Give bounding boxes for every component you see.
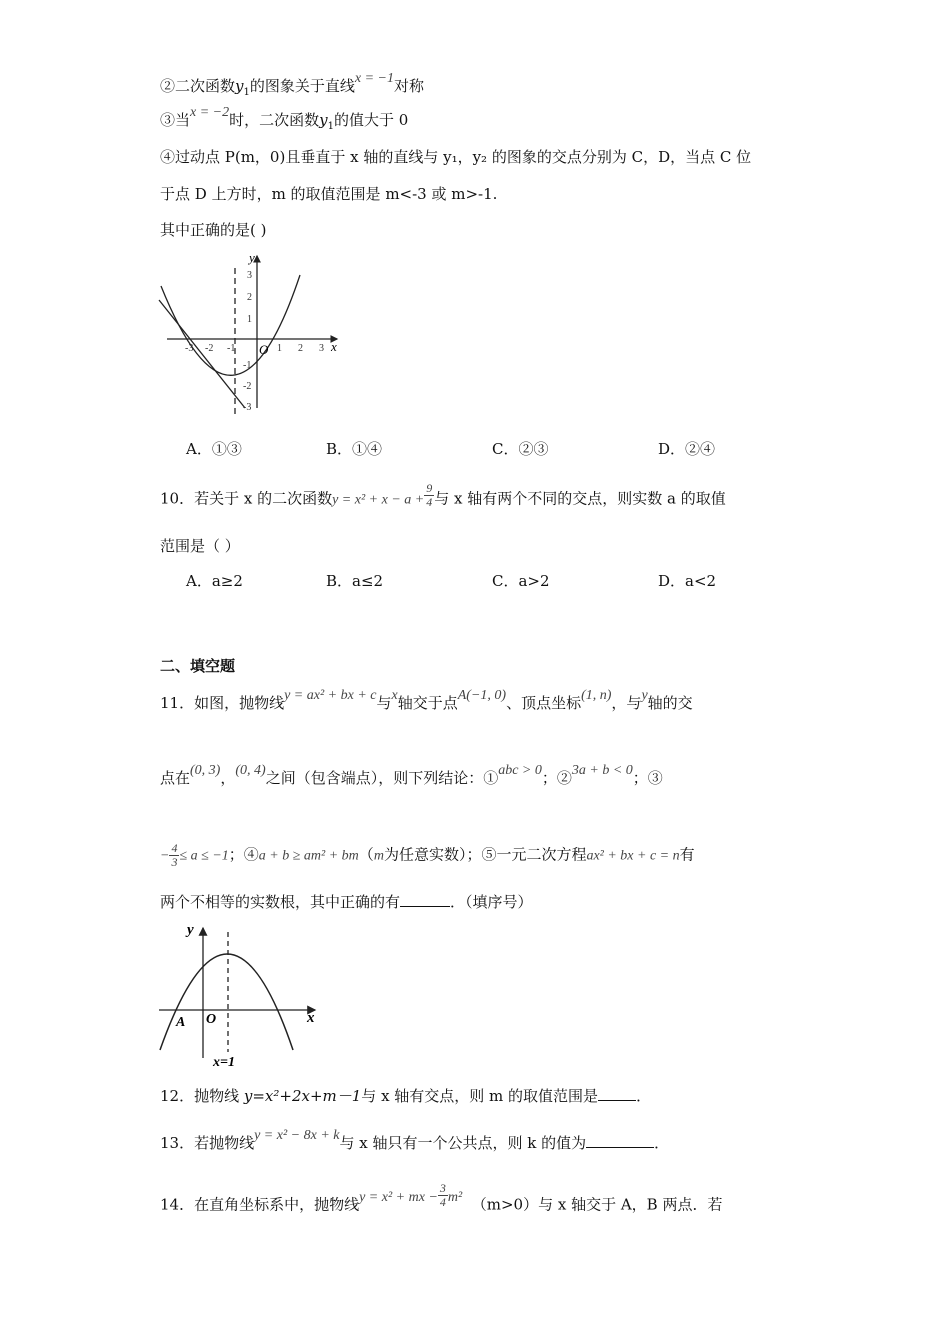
q9-y-tick: -1: [243, 360, 252, 371]
q10-fraction: $\frac{9}{4}$: [426, 481, 433, 509]
q10-stem-line2: 范围是（ ）: [160, 537, 240, 555]
q11-fraction: $\frac{4}{3}$: [171, 841, 178, 869]
q9-parabola-y1: [161, 275, 300, 375]
q9-y-tick: 2: [247, 292, 252, 303]
q10-option-b[interactable]: B．a≤2: [326, 572, 384, 590]
q14-fraction: $\frac{3}{4}$: [439, 1181, 446, 1209]
q9-y-label: y: [249, 250, 255, 265]
q13-answer-blank[interactable]: [586, 1147, 654, 1148]
section-heading: 二、填空题: [160, 657, 236, 675]
q11-y-label: y: [187, 922, 194, 938]
q9-x-tick: -3: [185, 343, 194, 354]
q13-stem: 13．若抛物线y = x² − 8x + k与 x 轴只有一个公共点，则 k 的值为 ．: [160, 1128, 670, 1152]
q9-option-d[interactable]: D．②④: [658, 440, 716, 458]
q11-line-2: 点在(0, 3)，(0, 4)之间（包含端点），则下列结论：①abc > 0；②3a + b < 0；③: [160, 763, 663, 787]
q10-option-a[interactable]: A．a≥2: [186, 572, 243, 590]
q11-line-4: 两个不相等的实数根，其中正确的有 ．（填序号）: [160, 893, 533, 911]
q11-a-label: A: [176, 1015, 186, 1030]
q11-parabola: [160, 954, 293, 1050]
q9-option-b[interactable]: B．①④: [326, 440, 383, 458]
q9-x-tick: 3: [319, 343, 324, 354]
q9-option-a[interactable]: A．①③: [186, 440, 242, 458]
q9-graph: [155, 250, 355, 420]
q11-origin-label: O: [206, 1012, 217, 1027]
q11-line-3: − $\frac{4}{3}$ ≤ a ≤ −1；④a + b ≥ am² + bm（m为任意实数）；⑤一元二次方程ax² + bx + c = n有: [160, 841, 695, 869]
q9-statement-4a: ④过动点 P(m，0)且垂直于 x 轴的直线与 y₁，y₂ 的图象的交点分别为 C，D，当点 C 位: [160, 148, 752, 166]
q10-stem: 10．若关于 x 的二次函数y = x² + x − a + $\frac{9}{4}$ 与 x 轴有两个不同的交点，则实数 a 的取值: [160, 481, 726, 509]
q9-statement-2: ②二次函数$y_1$的图象关于直线x = −1对称: [160, 71, 425, 98]
q14-stem: 14．在直角坐标系中，抛物线y = x² + mx − $\frac{3}{4}$ m² （m>0）与 x 轴交于 A，B 两点．若: [160, 1181, 723, 1214]
q9-question: 其中正确的是( ): [160, 221, 267, 239]
q12-stem: 12．抛物线 y=x²+2x+m－1与 x 轴有交点，则 m 的取值范围是 ．: [160, 1087, 652, 1105]
q9-y-tick: 1: [247, 314, 252, 325]
q9-statement-3: ③当x = −2时，二次函数$y_1$的值大于 0: [160, 105, 409, 132]
q9-line-y2: [159, 300, 245, 408]
q9-x-tick: 1: [277, 343, 282, 354]
q9-origin-label: O: [259, 342, 269, 357]
q11-answer-blank[interactable]: [400, 906, 450, 907]
q10-option-c[interactable]: C．a>2: [492, 572, 550, 590]
q10-option-d[interactable]: D．a<2: [658, 572, 717, 590]
q11-graph: [155, 918, 325, 1068]
q11-line-1: 11．如图，抛物线y = ax² + bx + c与x轴交于点A(−1, 0)、顶点坐标(1, n)，与y轴的交: [160, 688, 693, 712]
q9-x-label: x: [331, 339, 337, 354]
q9-y-tick: 3: [247, 270, 252, 281]
q9-y-tick: -3: [243, 402, 252, 413]
q9-statement-4b: 于点 D 上方时，m 的取值范围是 m<-3 或 m>-1.: [160, 185, 498, 203]
q9-x-tick: -2: [205, 343, 214, 354]
q9-x-tick: -1: [227, 343, 236, 354]
q11-x-label: x: [307, 1010, 315, 1026]
q9-y-tick: -2: [243, 381, 252, 392]
q11-axis-label: x=1: [213, 1055, 235, 1068]
q9-option-c[interactable]: C．②③: [492, 440, 549, 458]
q12-answer-blank[interactable]: [598, 1100, 636, 1101]
q9-x-tick: 2: [298, 343, 303, 354]
